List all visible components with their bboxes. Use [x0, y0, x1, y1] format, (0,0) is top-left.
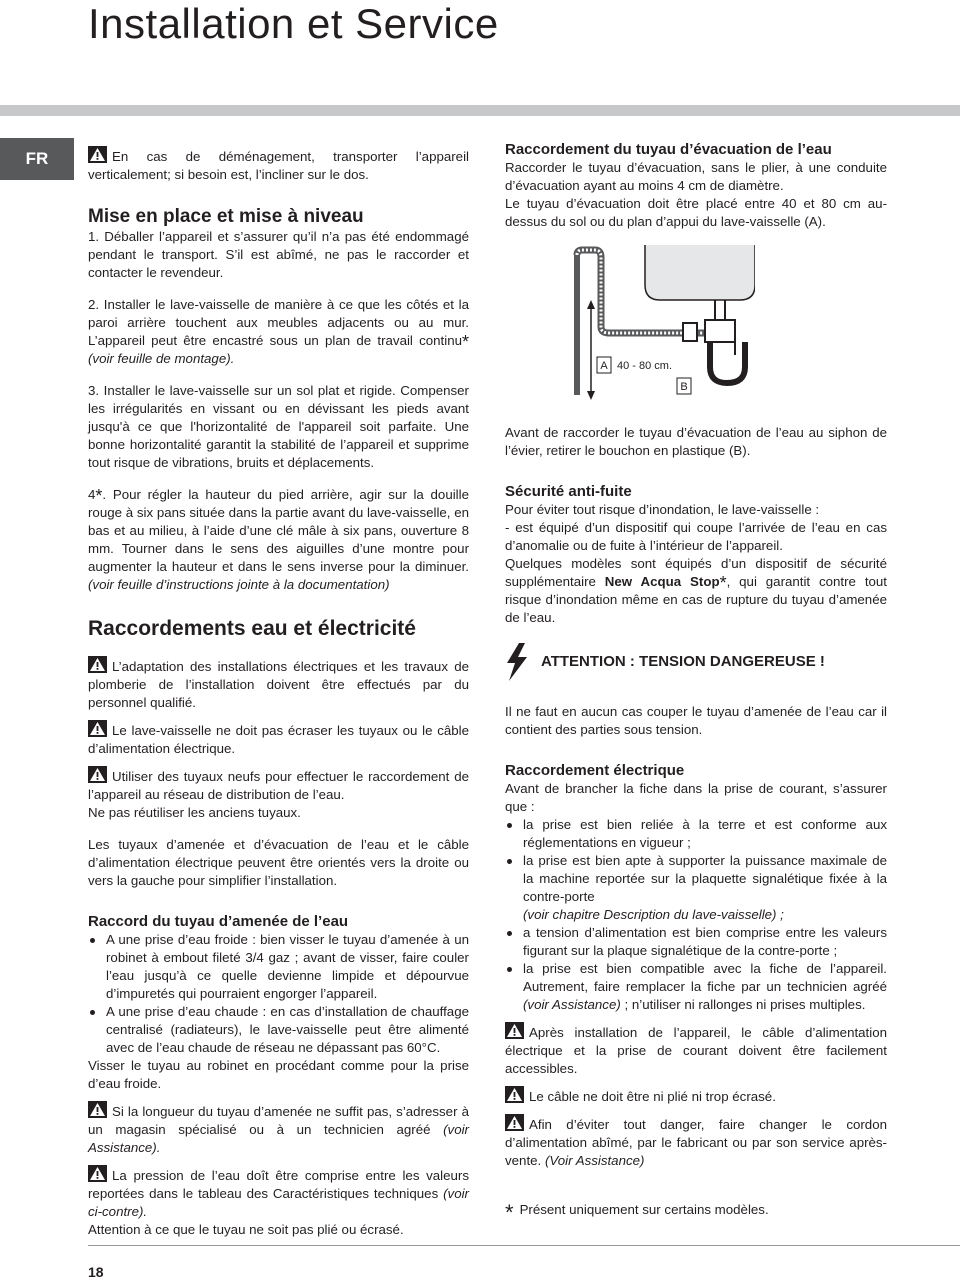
- warning-icon: [505, 1114, 524, 1131]
- header-rule: [0, 105, 960, 116]
- step-2-note: (voir feuille de montage).: [88, 351, 235, 366]
- warning-text: Après installation de l’appareil, le câble d’alimentation électrique et la prise de courant doivent être facilement accessibles.: [505, 1025, 887, 1076]
- warning-paragraph: [88, 766, 469, 804]
- warning-note: (Voir Assistance): [544, 1153, 645, 1168]
- paragraph: Ne pas réutiliser les anciens tuyaux.: [88, 805, 301, 820]
- list-item: a tension d’alimentation est bien comprise entre les valeurs figurant sur la plaque signalétique de la contre-porte ;: [505, 924, 887, 960]
- section-heading-raccord-amenee: Raccord du tuyau d’amenée de l’eau: [88, 913, 349, 930]
- footnote-asterisk: *: [505, 1200, 514, 1225]
- paragraph: Attention à ce que le tuyau ne soit pas plié ou écrasé.: [88, 1222, 404, 1237]
- warning-note: (voir Assistance).: [88, 1122, 469, 1155]
- warning-paragraph: [88, 1165, 469, 1221]
- transport-warning-text: En cas de déménagement, transporter l’appareil verticalement; si besoin est, l’incliner sur le dos.: [88, 149, 469, 182]
- warning-text: La pression de l’eau doît être comprise entre les valeurs reportées dans le tableau des Caractéristiques techniques: [88, 1168, 469, 1201]
- diagram-label-a: A: [600, 360, 608, 372]
- warning-icon: [88, 656, 107, 673]
- secu-text-end: , qui garantit contre tout risque d’inondation même en cas de rupture du tuyau d’amenée de l’eau.: [505, 574, 888, 625]
- list-item: A une prise d’eau froide : bien visser le tuyau d’amenée à un robinet à embout fileté 3/4 gaz ; avant de visser, faire couler l’eau jusqu’à ce quelle devienne limpide et dépourvue d’impuretés qui pourraient engorger l’appareil.: [88, 931, 469, 1003]
- siphon-trap: [710, 342, 745, 383]
- section-heading-mise: Mise en place et mise à niveau: [88, 206, 364, 227]
- step-3: 3. Installer le lave-vaisselle sur un sol plat et rigide. Compenser les irrégularités en vissant ou en dévissant les pieds avant jusqu'à ce que l'horizontalité de l'appareil soit parfaite. Une bonne horizontalité garantit la stabilité de l’appareil et supprime tout risque de vibrations, bruits et déplacements.: [88, 383, 469, 470]
- warning-paragraph: [505, 1022, 887, 1078]
- step-2: [88, 296, 469, 368]
- list-item-text: la prise est bien apte à supporter la puissance maximale de la machine reportée sur la plaquette signalétique fixée à la contre-porte: [523, 853, 887, 904]
- warning-paragraph: [88, 720, 469, 758]
- warning-icon: [505, 1022, 524, 1039]
- footnote-text: Présent uniquement sur certains modèles.: [519, 1202, 769, 1217]
- list-item: A une prise d’eau chaude : en cas d’installation de chauffage centralisé (radiateurs), le lave-vaisselle peut être alimenté avec de l’eau chaude de réseau ne dépassant pas 60°C.: [88, 1003, 469, 1057]
- left-column: [88, 146, 469, 1239]
- bullet-list: [505, 816, 887, 1014]
- paragraph: - est équipé d’un dispositif qui coupe l’arrivée de l’eau en cas d’anomalie ou de fuite à l’intérieur de l’appareil.: [505, 520, 887, 553]
- section-heading-raccordements: Raccordements eau et électricité: [88, 617, 416, 640]
- voltage-warning-title: ATTENTION : TENSION DANGEREUSE !: [541, 653, 825, 670]
- warning-paragraph: [88, 1101, 469, 1157]
- list-item: [505, 852, 887, 924]
- diagram-label-b: B: [680, 381, 688, 393]
- list-item: [505, 960, 887, 1014]
- step-4-number: 4: [88, 487, 96, 502]
- warning-text: Utiliser des tuyaux neufs pour effectuer le raccordement de l’appareil au réseau de distribution de l’eau.: [88, 769, 469, 802]
- list-item-text: la prise est bien compatible avec la fiche de l’appareil. Autrement, faire remplacer la fiche par un technicien agréé: [523, 961, 887, 994]
- list-item-note: (voir Assistance): [523, 997, 621, 1012]
- right-column: [505, 140, 887, 1170]
- footer-rule: [88, 1245, 960, 1246]
- warning-text: Si la longueur du tuyau d’amenée ne suffit pas, s’adresser à un magasin spécialisé ou à un technicien agréé: [88, 1104, 469, 1137]
- asterisk: *: [95, 486, 103, 506]
- warning-icon: [505, 1086, 524, 1103]
- page-number: 18: [88, 1264, 104, 1280]
- paragraph: Avant de brancher la fiche dans la prise de courant, s’assurer que :: [505, 781, 887, 814]
- transport-warning: [88, 146, 469, 184]
- warning-icon: [88, 146, 107, 163]
- bullet-list: [88, 931, 469, 1057]
- warning-paragraph: [88, 656, 469, 712]
- drain-hose-diagram: [565, 245, 755, 410]
- product-name: New Acqua Stop: [604, 574, 720, 589]
- asterisk: *: [461, 332, 469, 352]
- language-tab: FR: [0, 138, 74, 180]
- list-item-note: (voir chapitre Description du lave-vaisselle) ;: [523, 907, 784, 922]
- warning-text: Le lave-vaisselle ne doit pas écraser les tuyaux ou le câble d’alimentation électrique.: [88, 723, 469, 756]
- section-heading-securite: Sécurité anti-fuite: [505, 483, 632, 500]
- step-4-text: . Pour régler la hauteur du pied arrière, agir sur la douille rouge à six pans située dans la partie avant du lave-vaisselle, en bas et au milieu, à l’aide d’une clé mâle à six pans, ouverture 8 mm. Tourner dans le sens des aiguilles d’une montre pour augmenter la hauteur et dans le sens inverse pour la diminuer.: [88, 487, 469, 574]
- footnote: [505, 1200, 769, 1226]
- warning-paragraph: [505, 1114, 887, 1170]
- diagram-label-range: 40 - 80 cm.: [617, 360, 673, 372]
- list-item-text-end: ; n’utiliser ni rallonges ni prises multiples.: [624, 997, 866, 1012]
- sink-basin: [645, 245, 755, 300]
- warning-icon: [88, 720, 107, 737]
- step-1: 1. Déballer l’appareil et s’assurer qu’il n’a pas été endommagé pendant le transport. S’il est abîmé, ne pas le raccorder et contacter le revendeur.: [88, 229, 469, 280]
- step-4: [88, 486, 469, 594]
- paragraph: Le tuyau d’évacuation doit être placé entre 40 et 80 cm au-dessus du sol ou du plan d’appui du lave-vaisselle (A).: [505, 196, 887, 229]
- secu-text: Quelques modèles sont équipés d’un dispositif de sécurité supplémentaire: [505, 556, 887, 589]
- section-heading-evacuation: Raccordement du tuyau d’évacuation de l’eau: [505, 141, 832, 158]
- paragraph: Il ne faut en aucun cas couper le tuyau d’amenée de l’eau car il contient des parties sous tension.: [505, 704, 887, 737]
- paragraph: Visser le tuyau au robinet en procédant comme pour la prise d’eau froide.: [88, 1058, 469, 1091]
- plug-b: [683, 323, 697, 341]
- asterisk: *: [719, 573, 727, 593]
- warning-text: Le câble ne doit être ni plié ni trop écrasé.: [529, 1089, 776, 1104]
- warning-icon: [88, 1165, 107, 1182]
- warning-paragraph: [505, 1086, 887, 1106]
- section-heading-electrique: Raccordement électrique: [505, 762, 685, 779]
- warning-icon: [88, 1101, 107, 1118]
- warning-note: (voir ci-contre).: [88, 1186, 469, 1219]
- step-4-note: (voir feuille d’instructions jointe à la documentation): [88, 577, 390, 592]
- lightning-icon: [505, 643, 529, 681]
- step-2-text: 2. Installer le lave-vaisselle de manière à ce que les côtés et la paroi arrière touchent aux meubles adjacents ou au mur. L’appareil peut être encastré sous un plan de travail continu: [88, 297, 469, 348]
- page-title: Installation et Service: [88, 0, 499, 47]
- paragraph: Les tuyaux d’amenée et d’évacuation de l’eau et le câble d’alimentation électrique peuvent être orientés vers la droite ou vers la gauche pour simplifier l’installation.: [88, 837, 469, 888]
- warning-text: Afin d’éviter tout danger, faire changer le cordon d’alimentation abîmé, par le fabricant ou par son service après-vente.: [505, 1117, 887, 1168]
- warning-text: L’adaptation des installations électriques et les travaux de plomberie de l’installation doivent être effectués par du personnel qualifié.: [88, 659, 469, 710]
- paragraph: Raccorder le tuyau d’évacuation, sans le plier, à une conduite d’évacuation ayant au moins 4 cm de diamètre.: [505, 160, 887, 193]
- voltage-warning: [505, 643, 887, 681]
- warning-icon: [88, 766, 107, 783]
- siphon-pipe: [715, 300, 725, 320]
- paragraph: [505, 555, 887, 627]
- paragraph: Avant de raccorder le tuyau d’évacuation de l’eau au siphon de l’évier, retirer le bouchon en plastique (B).: [505, 425, 887, 458]
- paragraph: Pour éviter tout risque d’inondation, le lave-vaisselle :: [505, 502, 820, 517]
- list-item: la prise est bien reliée à la terre et est conforme aux réglementations en vigueur ;: [505, 816, 887, 852]
